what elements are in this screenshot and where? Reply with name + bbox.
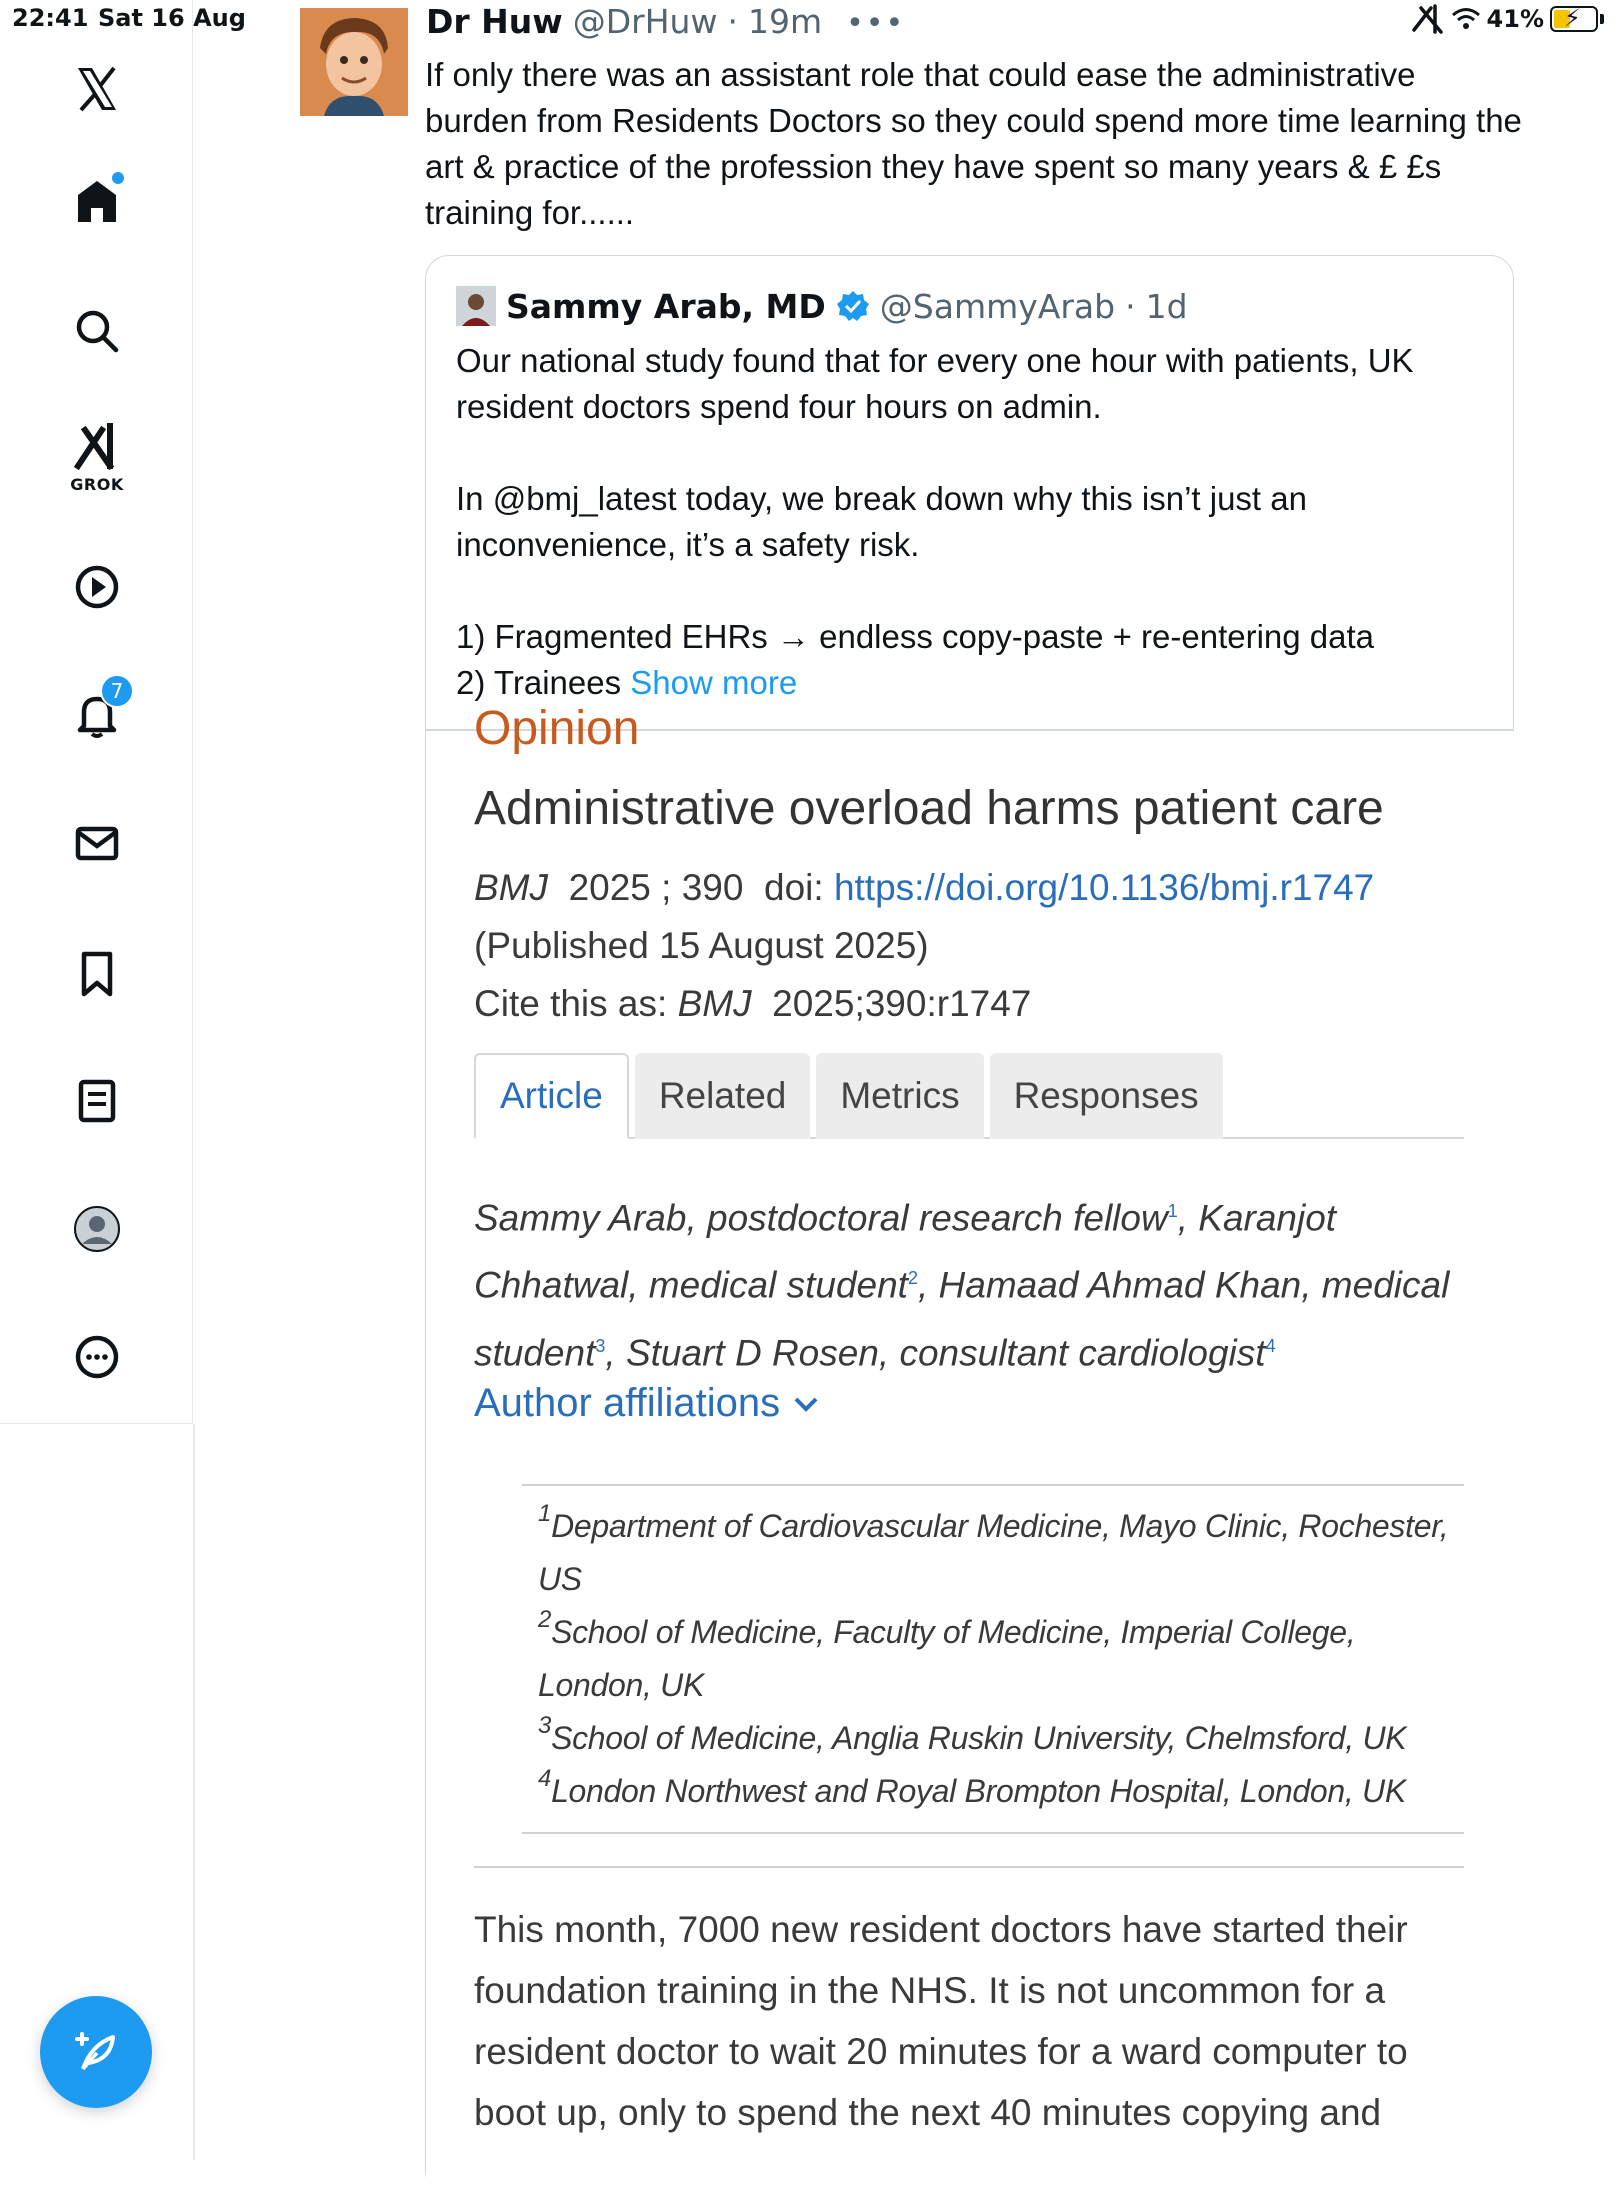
- author-name[interactable]: Dr Huw: [426, 2, 563, 41]
- doi-label: doi:: [764, 867, 824, 908]
- tweet-more-button[interactable]: •••: [846, 6, 906, 41]
- article-body-text: This month, 7000 new resident doctors have started their foundation training in the NHS. It is not uncommon for a resident doctor to wait 20 minutes for a ward computer to boot up, only to spend the next 40 minutes copying and: [474, 1909, 1408, 2133]
- separator-dot: ·: [1125, 286, 1136, 326]
- tab-metrics: Metrics: [816, 1053, 983, 1139]
- battery-nub: [1600, 14, 1604, 24]
- sidebar-item-search[interactable]: [62, 296, 132, 366]
- author-avatar[interactable]: [300, 8, 408, 116]
- journal-name: BMJ: [474, 867, 548, 908]
- tab-related: Related: [635, 1053, 811, 1139]
- tweet-text: If only there was an assistant role that could ease the administrative burden from Residents Doctors so they could spend more time learning the art & practice of the profession they have spent so many years & £ £s training for......: [425, 56, 1522, 231]
- chevron-down-icon: [792, 1394, 820, 1414]
- cite-label: Cite this as:: [474, 983, 668, 1024]
- author-affiliations-toggle: Author affiliations: [474, 1381, 820, 1426]
- status-indicators: [1411, 4, 1604, 34]
- grok-icon: [72, 422, 122, 472]
- quoted-post[interactable]: [425, 255, 1514, 2195]
- published-date: (Published 15 August 2025): [474, 925, 929, 966]
- verified-badge-icon: [836, 289, 870, 323]
- sidebar-item-bookmarks[interactable]: [62, 938, 132, 1008]
- play-circle-icon: [72, 562, 122, 612]
- author-affiliations-list: [522, 1484, 1464, 1834]
- sidebar-item-home[interactable]: [62, 166, 132, 236]
- search-icon: [72, 306, 122, 356]
- affiliation-2: $^2$School of Medicine, Faculty of Medicine, Imperial College, London, UK: [538, 1606, 1356, 1703]
- affiliation-4: $^4$London Northwest and Royal Brompton Hospital, London, UK: [538, 1765, 1406, 1809]
- article-image[interactable]: [426, 702, 1515, 2201]
- quoted-author-avatar: [456, 286, 496, 326]
- battery-icon: [1550, 6, 1598, 32]
- quoted-post-time: 1d: [1145, 286, 1188, 326]
- quoted-author-name: Sammy Arab, MD: [506, 286, 826, 326]
- sidebar-item-messages[interactable]: [62, 808, 132, 878]
- quoted-post-header: [456, 286, 1188, 326]
- sidebar-item-grok[interactable]: [62, 418, 132, 494]
- article-rule: [474, 1866, 1464, 1868]
- sidebar-divider: [193, 1424, 195, 2160]
- sidebar-item-lists[interactable]: [62, 1066, 132, 1136]
- mail-icon: [72, 818, 122, 868]
- cite-reference: 2025;390:r1747: [772, 983, 1032, 1024]
- tab-responses: Responses: [990, 1053, 1223, 1139]
- sidebar-item-video[interactable]: [62, 552, 132, 622]
- article-tabs: [474, 1053, 1464, 1139]
- show-more-link[interactable]: Show more: [630, 664, 798, 701]
- quoted-list-item-1: 1) Fragmented EHRs → endless copy-paste + re-entering data: [456, 618, 1375, 655]
- home-icon: [72, 176, 122, 226]
- year-volume: 2025 ; 390: [568, 867, 744, 908]
- charging-bolt-icon: ⚡: [1564, 4, 1581, 32]
- home-unread-dot: [112, 172, 124, 184]
- bookmark-icon: [72, 948, 122, 998]
- article-meta: [474, 859, 1374, 1033]
- quoted-author-handle: @SammyArab: [879, 286, 1116, 326]
- affiliation-1: $^1$Department of Cardiovascular Medicine, Mayo Clinic, Rochester, US: [538, 1500, 1449, 1597]
- grok-label: GROK: [70, 475, 124, 494]
- list-icon: [72, 1076, 122, 1126]
- tweet-header: [426, 2, 905, 41]
- status-date: Sat 16 Aug: [98, 4, 246, 32]
- compose-post-button[interactable]: [40, 1996, 152, 2108]
- sidebar-item-profile[interactable]: [62, 1194, 132, 1264]
- compose-feather-icon: [69, 2025, 123, 2079]
- sidebar-item-more[interactable]: [62, 1322, 132, 1392]
- author-avatar-image: [300, 8, 408, 116]
- cite-journal: BMJ: [677, 983, 752, 1024]
- separator-dot: ·: [727, 2, 738, 41]
- grok-status-icon: [1411, 4, 1445, 34]
- quoted-paragraph-2: In @bmj_latest today, we break down why this isn’t just an inconvenience, it’s a safety risk.: [456, 480, 1307, 563]
- article-section-label: Opinion: [474, 702, 640, 755]
- notifications-badge: 7: [100, 674, 134, 708]
- affiliation-3: $^3$School of Medicine, Anglia Ruskin University, Chelmsford, UK: [538, 1712, 1407, 1756]
- sidebar: [0, 0, 193, 1424]
- sidebar-item-notifications[interactable]: [62, 680, 132, 750]
- doi-link: https://doi.org/10.1136/bmj.r1747: [833, 867, 1375, 908]
- quoted-list-item-2: 2) Trainees Show more: [456, 664, 798, 701]
- x-logo-icon[interactable]: [62, 54, 132, 124]
- article-citation-line: [474, 859, 1374, 917]
- quoted-paragraph-1: Our national study found that for every one hour with patients, UK resident doctors spend four hours on admin.: [456, 342, 1414, 425]
- cite-line: [474, 975, 1374, 1033]
- article-authors: Sammy Arab, postdoctoral research fellow$^1$, Karanjot Chhatwal, medical student$^2$, Hamaad Ahmad Khan, medical student$^3$, Stuart D Rosen, consultant cardiologist$^4$: [474, 1197, 1450, 1373]
- battery-percent: 41%: [1486, 5, 1544, 33]
- quoted-post-text: [456, 338, 1486, 706]
- tab-article: Article: [474, 1053, 629, 1139]
- wifi-icon: [1451, 7, 1481, 31]
- more-circle-icon: [72, 1332, 122, 1382]
- status-time: 22:41: [12, 4, 89, 32]
- article-title: Administrative overload harms patient care: [474, 782, 1384, 835]
- tweet-time[interactable]: 19m: [747, 2, 823, 41]
- profile-avatar-icon: [72, 1204, 122, 1254]
- author-handle[interactable]: @DrHuw: [572, 2, 718, 41]
